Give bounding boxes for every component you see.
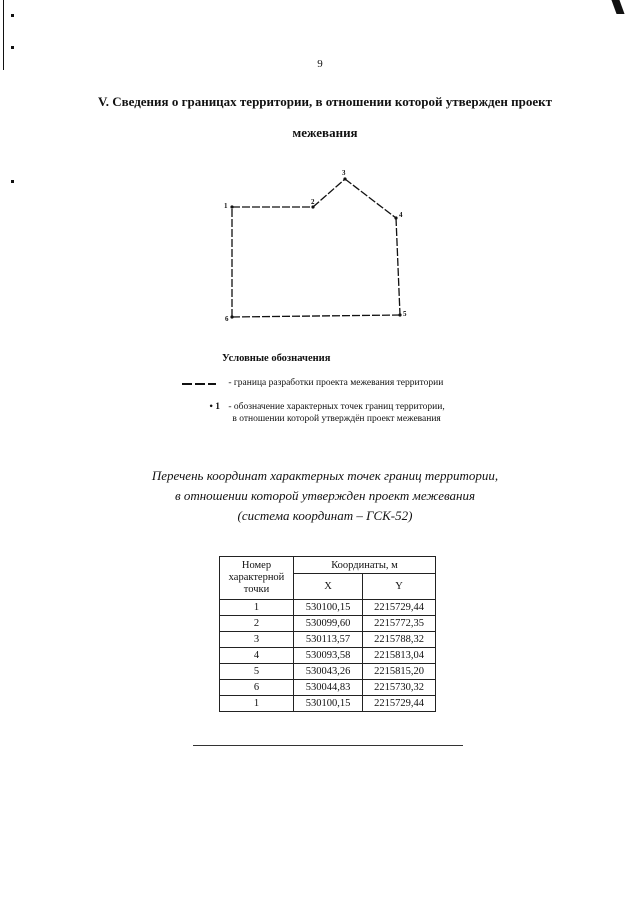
caption-line3: (система координат – ГСК-52)	[237, 508, 413, 523]
point-label-6: 6	[225, 315, 229, 323]
header-x: X	[294, 574, 363, 600]
legend-point-text	[228, 401, 444, 425]
boundary-segment-2-3	[313, 179, 345, 207]
scan-corner-mark	[611, 0, 624, 14]
legend-point-text-line2: в отношении которой утверждён проект межевания	[232, 414, 441, 424]
legend-boundary-row	[182, 377, 443, 389]
cell-y: 2215730,32	[363, 680, 436, 696]
legend-point-row	[182, 401, 445, 425]
section-title-line2: межевания	[292, 125, 358, 140]
boundary-segment-3-4	[345, 179, 396, 218]
cell-y: 2215729,44	[363, 600, 436, 616]
cell-y: 2215729,44	[363, 696, 436, 712]
page-number: 9	[317, 58, 323, 70]
point-symbol: • 1	[209, 402, 220, 412]
cell-x: 530044,83	[294, 680, 363, 696]
point-label-1: 1	[224, 202, 228, 210]
cell-x: 530100,15	[294, 600, 363, 616]
header-coordinates: Координаты, м	[294, 557, 436, 574]
cell-y: 2215813,04	[363, 648, 436, 664]
cell-x: 530113,57	[294, 632, 363, 648]
point-marker-3	[343, 177, 346, 180]
cell-x: 530100,15	[294, 696, 363, 712]
point-label-5: 5	[403, 310, 407, 318]
boundary-segment-4-5	[396, 218, 400, 315]
point-marker-1	[230, 205, 233, 208]
boundary-scheme	[215, 165, 425, 330]
table-row	[220, 600, 436, 616]
cell-point-number: 5	[220, 664, 294, 680]
legend-boundary-text: - граница разработки проекта межевания территории	[228, 378, 444, 388]
caption-line2: в отношении которой утвержден проект межевания	[174, 488, 476, 503]
point-marker-4	[394, 216, 397, 219]
scan-dot	[11, 14, 14, 17]
cell-y: 2215788,32	[363, 632, 436, 648]
legend-title: Условные обозначения	[222, 353, 331, 364]
point-marker-5	[398, 313, 401, 316]
table-row	[220, 632, 436, 648]
cell-point-number: 2	[220, 616, 294, 632]
cell-y: 2215815,20	[363, 664, 436, 680]
legend-point-text-line1: - обозначение характерных точек границ территории,	[228, 402, 445, 412]
scan-dot	[11, 46, 14, 49]
table-row	[220, 648, 436, 664]
dashed-line-symbol	[182, 377, 226, 389]
table-row	[220, 696, 436, 712]
cell-point-number: 4	[220, 648, 294, 664]
scan-dot	[11, 180, 14, 183]
point-marker-6	[230, 315, 233, 318]
cell-x: 530043,26	[294, 664, 363, 680]
cell-point-number: 3	[220, 632, 294, 648]
table-row	[220, 616, 436, 632]
coordinates-table	[219, 556, 436, 712]
point-label-3: 3	[342, 169, 346, 177]
header-y: Y	[363, 574, 436, 600]
table-row	[220, 680, 436, 696]
table-row	[220, 664, 436, 680]
cell-point-number: 6	[220, 680, 294, 696]
bottom-rule	[193, 745, 463, 746]
point-label-2: 2	[311, 198, 315, 206]
cell-x: 530093,58	[294, 648, 363, 664]
section-title-line1: V. Сведения о границах территории, в отношении которой утвержден проект	[97, 94, 553, 109]
header-point-number: Номер характерной точки	[220, 557, 294, 600]
caption-line1: Перечень координат характерных точек границ территории,	[151, 468, 499, 483]
point-label-4: 4	[399, 211, 403, 219]
boundary-segment-5-6	[232, 315, 400, 317]
cell-x: 530099,60	[294, 616, 363, 632]
table-caption	[60, 466, 590, 526]
cell-point-number: 1	[220, 600, 294, 616]
section-title	[60, 86, 590, 148]
cell-y: 2215772,35	[363, 616, 436, 632]
cell-point-number: 1	[220, 696, 294, 712]
